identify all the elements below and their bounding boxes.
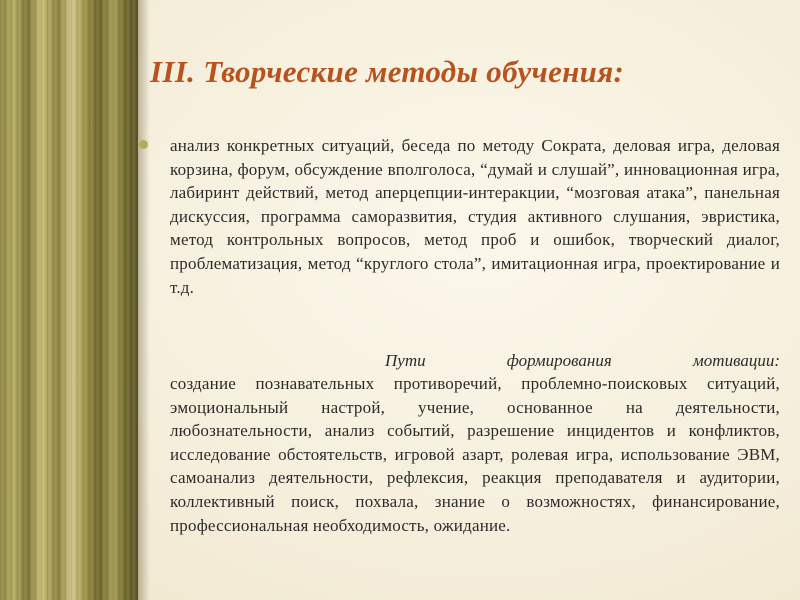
decorative-left-band — [0, 0, 138, 600]
bullet-paragraph: анализ конкретных ситуаций, беседа по методу Сократа, деловая игра, деловая корзина, форум, обсуждение вполголоса, “думай и слушай”, инновационная игра, лабиринт действий, метод аперцепции-интеракции, “мозговая атака”, панельная дискуссия, программа саморазвития, студия активного слушания, эвристика, метод контрольных вопросов, метод проб и ошибок, творческий диалог, проблематизация, метод “круглого стола”, имитационная игра, проектирование и т.д. — [170, 136, 780, 297]
slide-title: III. Творческие методы обучения: — [150, 54, 625, 89]
motivation-heading: Пути формирования мотивации: — [385, 351, 780, 370]
motivation-paragraph: создание познавательных противоречий, проблемно-поисковых ситуаций, эмоциональный настрой, учение, основанное на деятельности, любознательности, анализ событий, разрешение инцидентов и конфликтов, исследование обстоятельств, игровой азарт, ролевая игра, использование ЭВМ, самоанализ деятельности, рефлексия, реакция преподавателя и аудитории, коллективный поиск, похвала, знание о возможностях, финансирование, профессиональная необходимость, ожидание. — [170, 374, 780, 535]
bullet-dot-icon — [139, 140, 148, 149]
left-band-shadow — [138, 0, 150, 600]
